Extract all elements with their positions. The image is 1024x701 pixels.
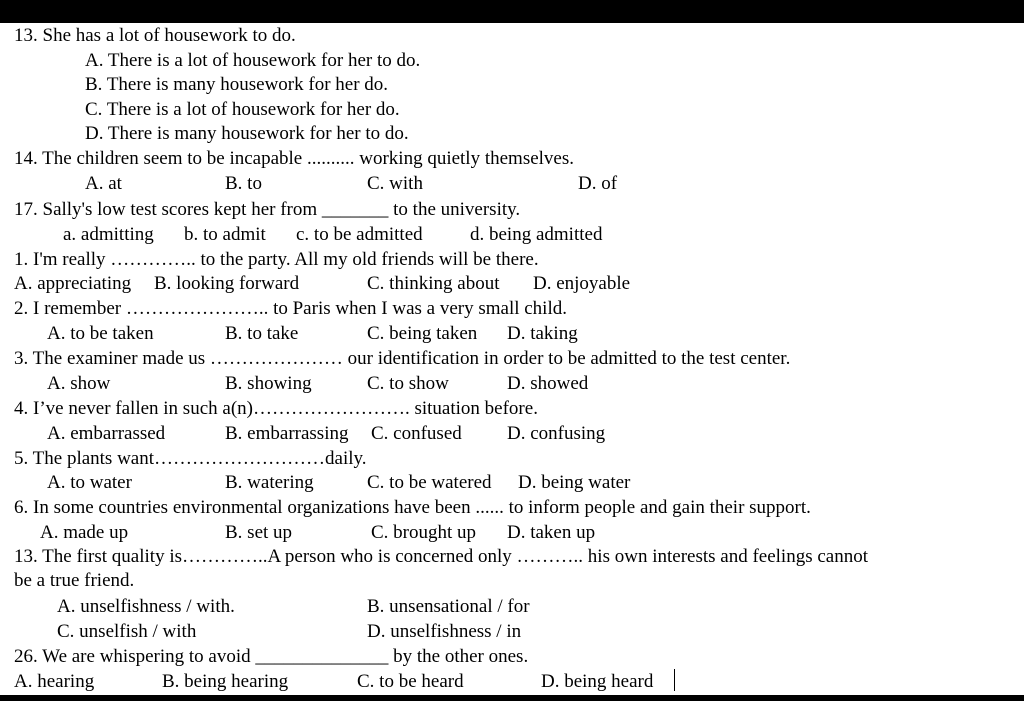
question-stem: 13. She has a lot of housework to do. [14,25,296,46]
question-stem-continuation: be a true friend. [14,570,135,591]
answer-option: A. embarrassed [47,423,166,444]
answer-option: A. There is a lot of housework for her to do. [85,50,421,71]
answer-option: d. being admitted [470,224,603,245]
answer-option: B. watering [225,472,314,493]
answer-option: D. taking [507,323,578,344]
answer-option: C. thinking about [367,273,500,294]
answer-option: D. confusing [507,423,606,444]
answer-option: D. enjoyable [533,273,631,294]
question-stem: 3. The examiner made us ………………… our identification in order to be admitted to the test center. [14,348,791,369]
answer-option: B. unsensational / for [367,596,530,617]
answer-option: D. of [578,173,618,194]
answer-option: D. unselfishness / in [367,621,522,642]
text-cursor [674,669,675,691]
answer-option: A. made up [40,522,129,543]
answer-option: B. showing [225,373,312,394]
answer-option: c. to be admitted [296,224,423,245]
answer-option: B. to [225,173,262,194]
question-stem: 2. I remember ………………….. to Paris when I was a very small child. [14,298,567,319]
answer-option: b. to admit [184,224,266,245]
answer-option: A. show [47,373,111,394]
answer-option: C. to be heard [357,671,464,692]
answer-option: A. to be taken [47,323,154,344]
question-stem: 1. I'm really ………….. to the party. All my old friends will be there. [14,249,539,270]
answer-option: B. looking forward [154,273,300,294]
question-stem: 14. The children seem to be incapable .......... working quietly themselves. [14,148,575,169]
answer-option: C. confused [371,423,462,444]
bottom-black-bar [0,695,1024,701]
answer-option: C. being taken [367,323,478,344]
answer-option: D. being heard [541,671,654,692]
answer-option: C. There is a lot of housework for her do. [85,99,400,120]
answer-option: a. admitting [63,224,154,245]
answer-option: C. to be watered [367,472,492,493]
answer-option: D. being water [518,472,631,493]
worksheet-document [0,23,1024,695]
question-stem: 4. I’ve never fallen in such a(n)……………………. situation before. [14,398,538,419]
answer-option: A. hearing [14,671,95,692]
question-stem: 6. In some countries environmental organizations have been ...... to inform people and gain their support. [14,497,811,518]
question-stem: 26. We are whispering to avoid ______________ by the other ones. [14,646,529,667]
answer-option: C. with [367,173,423,194]
answer-option: D. There is many housework for her to do. [85,123,409,144]
answer-option: B. embarrassing [225,423,349,444]
answer-option: C. unselfish / with [57,621,197,642]
answer-option: B. There is many housework for her do. [85,74,389,95]
question-stem: 13. The first quality is…………..A person who is concerned only ……….. his own interests and feelings cannot [14,546,868,567]
question-stem: 5. The plants want………………………daily. [14,448,367,469]
answer-option: D. showed [507,373,589,394]
question-stem: 17. Sally's low test scores kept her from _______ to the university. [14,199,521,220]
answer-option: B. to take [225,323,299,344]
top-black-bar [0,0,1024,23]
answer-option: A. to water [47,472,132,493]
answer-option: A. unselfishness / with. [57,596,235,617]
answer-option: B. set up [225,522,293,543]
answer-option: A. appreciating [14,273,132,294]
answer-option: C. brought up [371,522,477,543]
answer-option: A. at [85,173,122,194]
answer-option: C. to show [367,373,449,394]
answer-option: D. taken up [507,522,596,543]
answer-option: B. being hearing [162,671,289,692]
